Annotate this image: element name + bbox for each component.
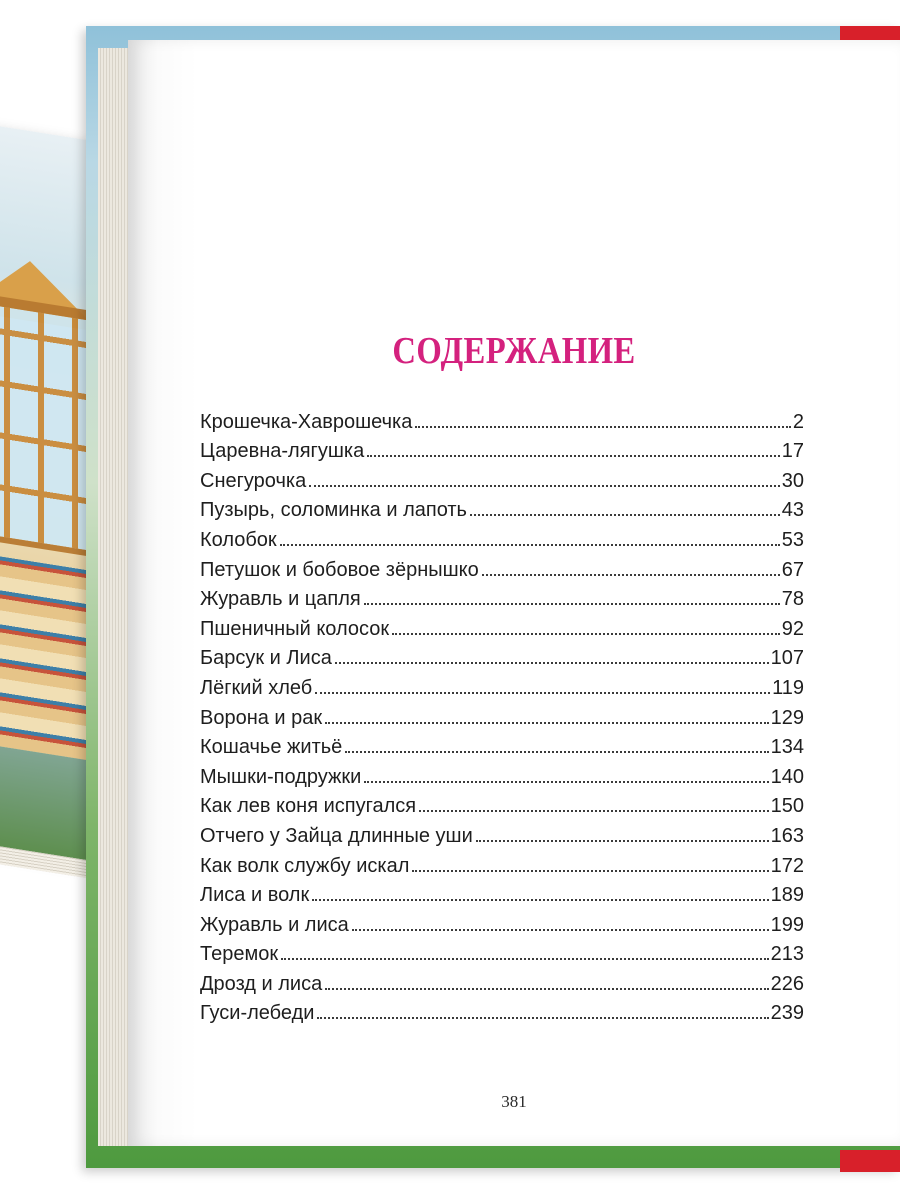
toc-entry-page: 189 <box>770 884 804 907</box>
toc-entry-title: Журавль и лиса <box>200 913 349 936</box>
toc-entry-title: Снегурочка <box>200 469 307 492</box>
toc-dot-leader <box>345 749 768 753</box>
toc-entry-page: 53 <box>781 528 804 551</box>
toc-entry-title: Отчего у Зайца длинные уши <box>200 824 473 847</box>
toc-entry-page: 17 <box>781 440 804 463</box>
toc-entry-title: Петушок и бобовое зёрнышко <box>200 558 479 581</box>
toc-entry-title: Лиса и волк <box>200 884 310 907</box>
toc-entry <box>200 728 804 758</box>
toc-entry-page: 199 <box>770 913 804 936</box>
toc-entry-title: Крошечка-Хаврошечка <box>200 410 413 433</box>
toc-entry-page: 140 <box>770 765 804 788</box>
toc-entry-title: Как волк службу искал <box>200 854 410 877</box>
toc-entry-page: 119 <box>772 676 804 699</box>
toc-dot-leader <box>315 690 770 694</box>
toc-dot-leader <box>309 483 780 487</box>
toc-dot-leader <box>325 986 768 990</box>
illustration-house <box>0 292 92 557</box>
toc-entry <box>200 668 804 698</box>
toc-entry-page: 163 <box>770 824 804 847</box>
toc-entry <box>200 609 804 639</box>
bookmark-ribbon-bottom <box>840 1150 900 1172</box>
toc-entry <box>200 816 804 846</box>
toc-entry-title: Дрозд и лиса <box>200 972 323 995</box>
toc-dot-leader <box>280 542 780 546</box>
toc-entry <box>200 846 804 876</box>
toc-entry-page: 107 <box>770 647 804 670</box>
toc-entry-title: Как лев коня испугался <box>200 795 417 818</box>
toc-entry <box>200 935 804 965</box>
toc-entry-title: Колобок <box>200 528 277 551</box>
toc-entry-title: Теремок <box>200 943 279 966</box>
toc-entry <box>200 698 804 728</box>
toc-entry-page: 92 <box>781 617 804 640</box>
toc-dot-leader <box>412 868 768 872</box>
toc-entry <box>200 580 804 610</box>
toc-dot-leader <box>335 660 769 664</box>
toc-entry <box>200 402 804 432</box>
toc-entry <box>200 461 804 491</box>
toc-entry-title: Царевна-лягушка <box>200 440 365 463</box>
toc-dot-leader <box>415 424 791 428</box>
toc-dot-leader <box>476 838 769 842</box>
toc-entry-title: Гуси-лебеди <box>200 1002 315 1025</box>
toc-dot-leader <box>392 631 780 635</box>
toc-dot-leader <box>317 1015 768 1019</box>
toc-dot-leader <box>470 512 780 516</box>
toc-entry-page: 129 <box>770 706 804 729</box>
toc-entry <box>200 639 804 669</box>
toc-dot-leader <box>364 779 768 783</box>
toc-entry <box>200 905 804 935</box>
toc-dot-leader <box>281 956 769 960</box>
toc-entry <box>200 787 804 817</box>
page-title: СОДЕРЖАНИЕ <box>392 330 636 372</box>
toc-entry-page: 30 <box>781 469 804 492</box>
toc-entry-page: 134 <box>770 736 804 759</box>
toc-entry <box>200 994 804 1024</box>
toc-entry-page: 213 <box>770 943 804 966</box>
toc-entry <box>200 550 804 580</box>
toc-entry-page: 172 <box>770 854 804 877</box>
toc-dot-leader <box>482 572 780 576</box>
toc-entry-page: 67 <box>781 558 804 581</box>
toc-dot-leader <box>364 601 780 605</box>
illustration-cloth <box>0 550 100 762</box>
toc-entry <box>200 757 804 787</box>
toc-entry <box>200 964 804 994</box>
toc-entry-title: Пузырь, соломинка и лапоть <box>200 499 467 522</box>
toc-dot-leader <box>325 720 768 724</box>
toc-entry <box>200 520 804 550</box>
toc-entry <box>200 876 804 906</box>
toc-entry <box>200 491 804 521</box>
toc-list <box>200 402 804 1023</box>
toc-entry-title: Мышки-подружки <box>200 765 362 788</box>
toc-entry-page: 43 <box>781 499 804 522</box>
toc-dot-leader <box>367 453 780 457</box>
toc-dot-leader <box>312 897 768 901</box>
toc-dot-leader <box>419 808 769 812</box>
toc-entry <box>200 432 804 462</box>
toc-entry-page: 226 <box>770 972 804 995</box>
toc-entry-title: Пшеничный колосок <box>200 617 390 640</box>
toc-entry-page: 239 <box>770 1002 804 1025</box>
page-number: 381 <box>501 1092 527 1111</box>
toc-entry-title: Журавль и цапля <box>200 588 361 611</box>
toc-entry-page: 150 <box>770 795 804 818</box>
toc-entry-title: Барсук и Лиса <box>200 647 332 670</box>
toc-entry-title: Ворона и рак <box>200 706 323 729</box>
toc-entry-page: 2 <box>792 410 804 433</box>
toc-entry-title: Кошачье житьё <box>200 736 343 759</box>
toc-dot-leader <box>352 927 769 931</box>
toc-entry-page: 78 <box>781 588 804 611</box>
toc-entry-title: Лёгкий хлеб <box>200 676 313 699</box>
